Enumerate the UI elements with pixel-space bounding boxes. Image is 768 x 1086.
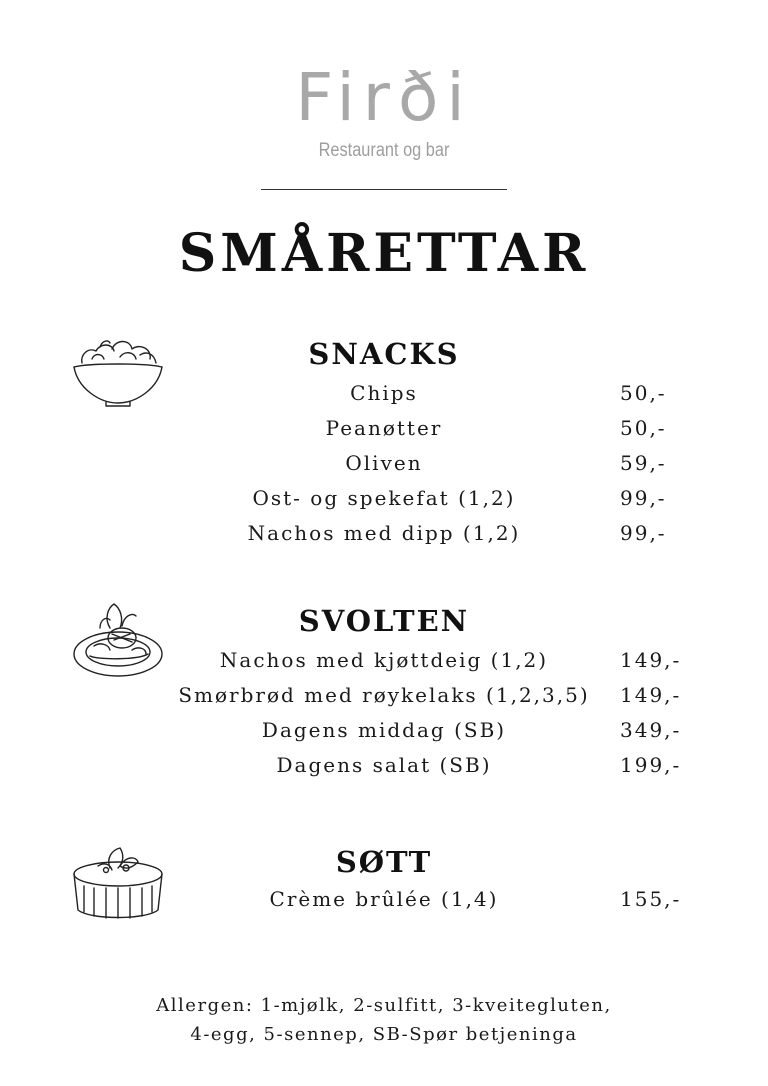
menu-item-name: Chips (350, 381, 418, 405)
section-title-sott: SØTT (335, 845, 433, 879)
menu-item-name: Dagens salat (SB) (276, 753, 492, 777)
menu-item-price: 99,- (620, 521, 667, 545)
menu-item-price: 59,- (620, 451, 667, 475)
menu-item-name: Dagens middag (SB) (261, 718, 507, 742)
header-divider (261, 189, 507, 190)
menu-item-price: 149,- (620, 683, 682, 707)
menu-item-name: Ost- og spekefat (1,2) (252, 486, 516, 510)
menu-item-price: 99,- (620, 486, 667, 510)
allergen-note-line1: Allergen: 1-mjølk, 2-sulfitt, 3-kveitegluten, (156, 995, 612, 1016)
menu-item-price: 199,- (620, 753, 682, 777)
menu-item-price: 349,- (620, 718, 682, 742)
section-title-snacks: SNACKS (308, 337, 460, 371)
menu-item-name: Oliven (345, 451, 423, 475)
menu-item-price: 155,- (620, 887, 682, 911)
restaurant-logo: Firði (295, 59, 473, 136)
menu-title: SMÅRETTAR (178, 223, 590, 284)
menu-item-name: Peanøtter (325, 416, 443, 440)
menu-item-name: Crème brûlée (1,4) (269, 887, 499, 911)
menu-item-name: Nachos med dipp (1,2) (247, 521, 521, 545)
section-title-svolten: SVOLTEN (298, 604, 470, 638)
menu-item-price: 50,- (620, 416, 667, 440)
menu-item-name: Smørbrød med røykelaks (1,2,3,5) (178, 683, 590, 707)
menu-item-name: Nachos med kjøttdeig (1,2) (219, 648, 549, 672)
restaurant-subtitle: Restaurant og bar (318, 140, 450, 161)
menu-item-price: 149,- (620, 648, 682, 672)
allergen-note-line2: 4-egg, 5-sennep, SB-Spør betjeninga (190, 1024, 578, 1045)
menu-item-price: 50,- (620, 381, 667, 405)
